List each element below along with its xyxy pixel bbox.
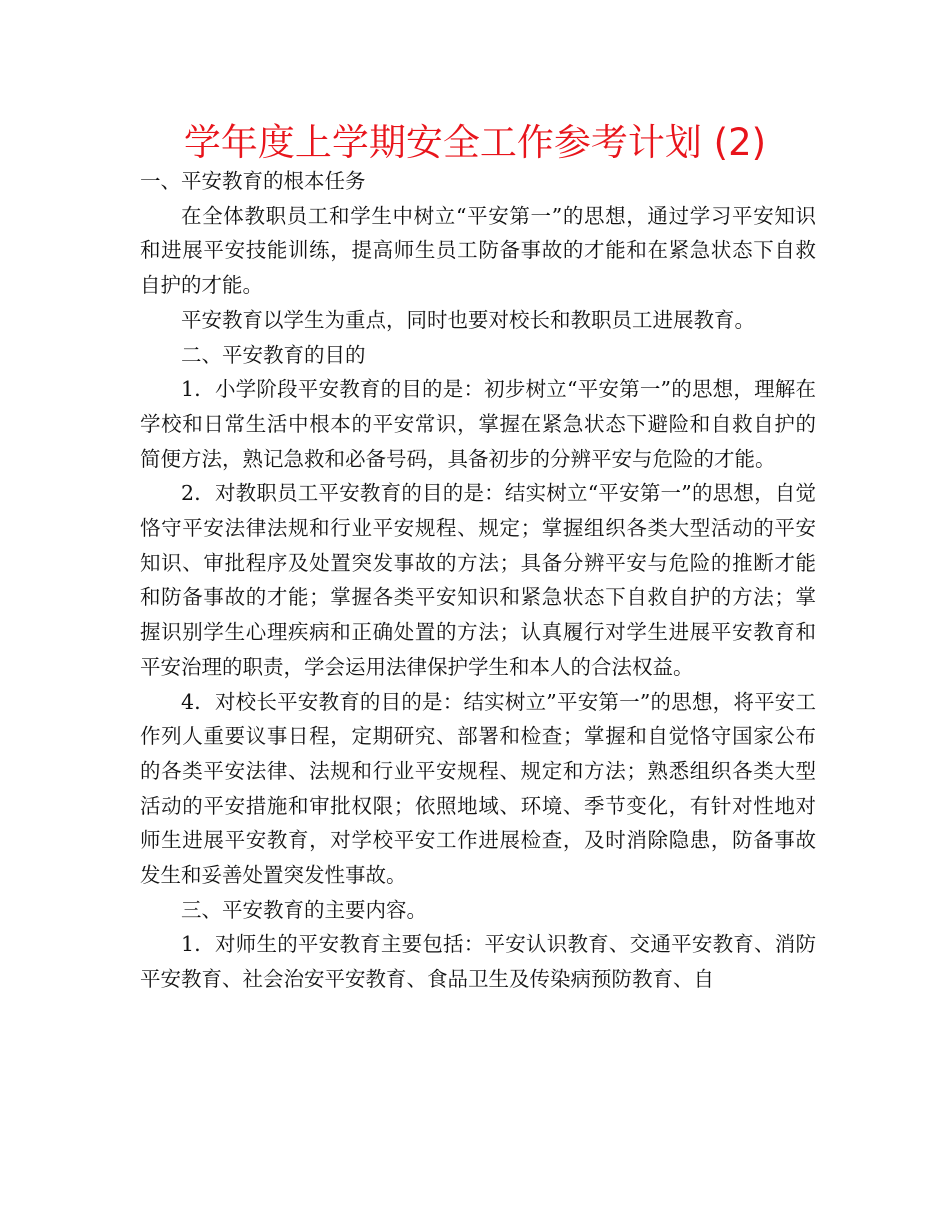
paragraph: 在全体教职员工和学生中树立“平安第一”的思想，通过学习平安知识和进展平安技能训练，提高师生员工防备事故的才能和在紧急状态下自救自护的才能。 (140, 203, 816, 298)
paragraph: 1．小学阶段平安教育的目的是：初步树立“平安第一”的思想，理解在学校和日常生活中根本的平安常识，掌握在紧急状态下避险和自救自护的简便方法，熟记急救和必备号码，具备初步的分辨平安与危险的才能。 (140, 377, 816, 471)
paragraph: 4．对校长平安教育的目的是：结实树立”平安第一”的思想，将平安工作列人重要议事日程，定期研究、部署和检查；掌握和自觉恪守国家公布的各类平安法律、法规和行业平安规程、规定和方法；熟悉组织各类大型活动的平安措施和审批权限；依照地域、环境、季节变化，有针对性地对师生进展平安教育，对学校平安工作进展检查，及时消除隐患，防备事故发生和妥善处置突发性事故。 (140, 689, 816, 888)
section-heading-2: 二、平安教育的目的 (181, 342, 366, 367)
document-body (140, 164, 816, 997)
document-title: 学年度上学期安全工作参考计划 (2) (183, 121, 767, 164)
section-heading-3: 三、平安教育的主要内容。 (181, 897, 427, 922)
section-heading-1: 一、平安教育的根本任务 (140, 169, 366, 193)
paragraph: 2．对教职员工平安教育的目的是：结实树立“平安第一”的思想，自觉恪守平安法律法规和行业平安规程、规定；掌握组织各类大型活动的平安知识、审批程序及处置突发事故的方法；具备分辨平安与危险的推断才能和防备事故的才能；掌握各类平安知识和紧急状态下自救自护的方法；掌握识别学生心理疾病和正确处置的方法；认真履行对学生进展平安教育和平安治理的职责，学会运用法律保护学生和本人的合法权益。 (140, 481, 816, 679)
paragraph: 1．对师生的平安教育主要包括：平安认识教育、交通平安教育、消防平安教育、社会治安平安教育、食品卫生及传染病预防教育、自 (140, 932, 816, 992)
paragraph: 平安教育以学生为重点，同时也要对校长和教职员工进展教育。 (181, 307, 755, 332)
